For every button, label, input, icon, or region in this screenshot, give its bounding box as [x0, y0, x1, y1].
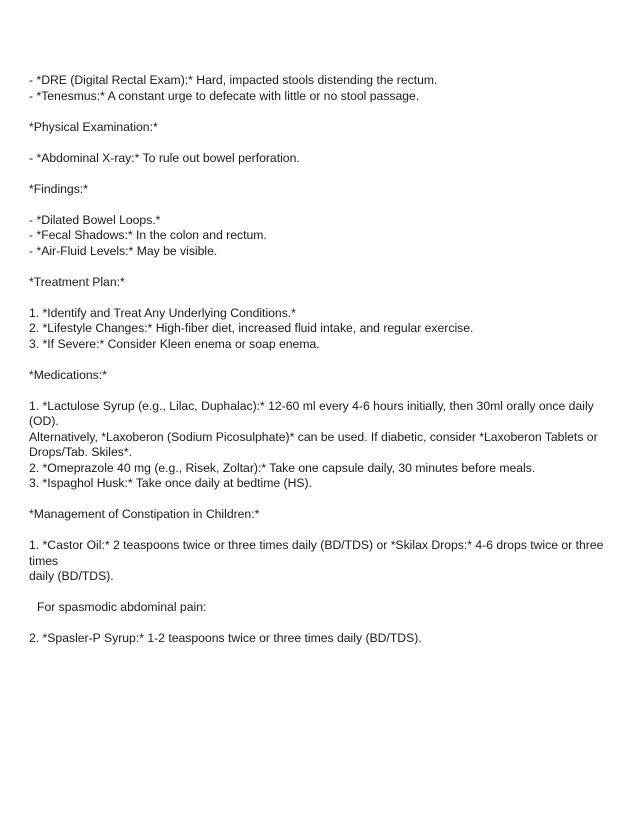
findings-heading: *Findings:*: [29, 181, 88, 196]
treatment-item-2: 2. *Lifestyle Changes:* High-fiber diet, increased fluid intake, and regular exercise.: [29, 321, 474, 335]
dre-item: - *DRE (Digital Rectal Exam):* Hard, impacted stools distending the rectum.: [29, 73, 438, 87]
medication-line: 3. *Ispaghol Husk:* Take once daily at bedtime (HS).: [29, 476, 312, 490]
medications-list: [29, 399, 604, 492]
findings-list: [29, 213, 604, 260]
spasler-item: 2. *Spasler-P Syrup:* 1-2 teaspoons twice or three times daily (BD/TDS).: [29, 631, 422, 645]
children-constipation-heading: *Management of Constipation in Children:*: [29, 507, 260, 521]
treatment-plan-heading: *Treatment Plan:*: [29, 274, 125, 289]
fecal-shadows-item: - *Fecal Shadows:* In the colon and rectum.: [29, 228, 267, 242]
medication-line: Alternatively, *Laxoberon (Sodium Picosulphate)* can be used. If diabetic, consider *Laxoberon Tablets or: [29, 429, 598, 444]
treatment-item-1: 1. *Identify and Treat Any Underlying Conditions.*: [29, 305, 296, 320]
abdominal-xray-item: - *Abdominal X-ray:* To rule out bowel perforation.: [29, 150, 300, 165]
dilated-bowel-item: - *Dilated Bowel Loops.*: [29, 212, 161, 227]
treatment-plan-list: [29, 306, 604, 353]
tenesmus-item: - *Tenesmus:* A constant urge to defecate with little or no stool passage.: [29, 88, 420, 103]
medication-line: Drops/Tab. Skiles*.: [29, 445, 132, 459]
medications-heading: *Medications:*: [29, 367, 107, 382]
children-medication-line: daily (BD/TDS).: [29, 569, 114, 583]
medication-line: 2. *Omeprazole 40 mg (e.g., Risek, Zoltar):* Take one capsule daily, 30 minutes before meals.: [29, 460, 536, 475]
dre-tenesmus-list: [29, 73, 604, 104]
physical-examination-heading: *Physical Examination:*: [29, 119, 158, 134]
treatment-item-3: 3. *If Severe:* Consider Kleen enema or soap enema.: [29, 336, 320, 351]
xray-list: [29, 151, 604, 167]
spasmodic-pain-note: For spasmodic abdominal pain:: [37, 600, 207, 614]
medication-line: 1. *Lactulose Syrup (e.g., Lilac, Duphalac):* 12-60 ml every 4-6 hours initially, then 30ml orally once daily (OD).: [29, 398, 594, 428]
air-fluid-item: - *Air-Fluid Levels:* May be visible.: [29, 243, 218, 258]
children-medication-line: 1. *Castor Oil:* 2 teaspoons twice or three times daily (BD/TDS) or *Skilax Drops:* 4-6 drops twice or three times: [29, 538, 604, 568]
document-page: [29, 73, 604, 662]
children-medication-list: [29, 538, 604, 585]
